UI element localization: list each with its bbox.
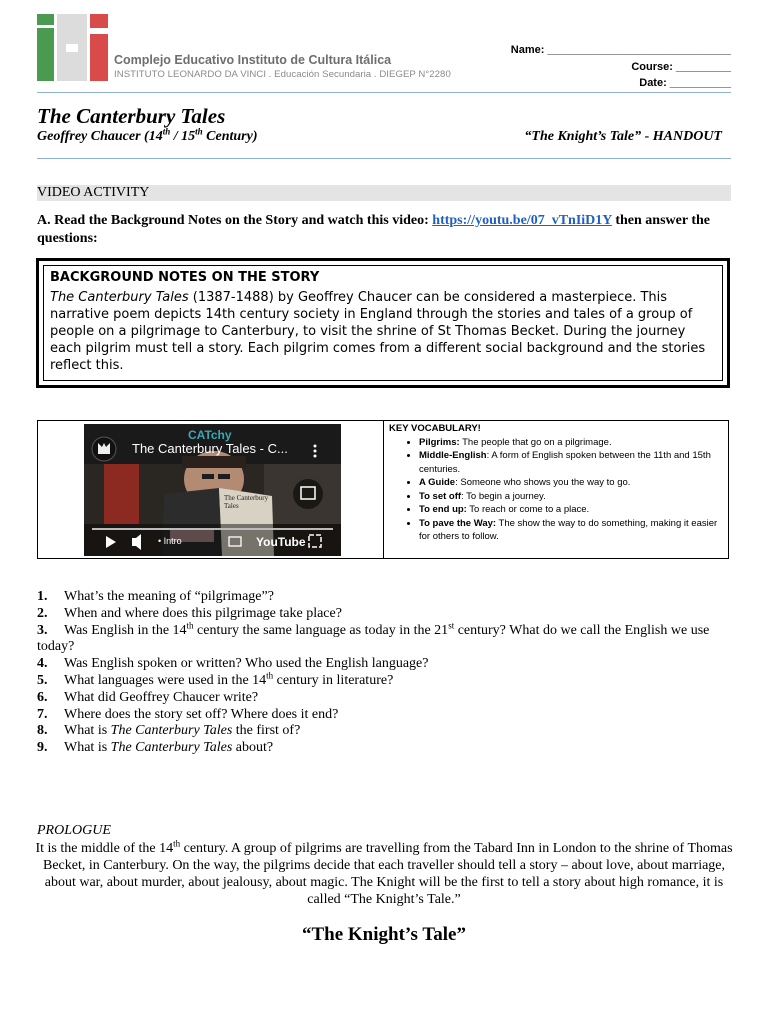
intro-chapter-label: • Intro [158,536,182,546]
title-divider [37,158,731,159]
question-item: 6. What did Geoffrey Chaucer write? [37,689,259,705]
volume-icon[interactable] [128,532,146,552]
course-field[interactable]: Course: _________ [631,61,731,73]
vocabulary-item: • Middle-English: A form of English spoken between the 11th and 15th centuries. [419,449,727,476]
handout-label: “The Knight’s Tale” - HANDOUT [524,129,722,144]
page-title: The Canterbury Tales [37,104,226,128]
video-vocabulary-table [37,420,729,559]
fullscreen-icon[interactable] [306,532,324,552]
youtube-logo[interactable]: YouTube [256,535,306,549]
more-options-icon[interactable] [308,442,322,460]
question-item: 4. Was English spoken or written? Who used the English language? [37,656,429,672]
question-item: 3. Was English in the 14th century the same language as today in the 21st century? What do we call the English we use today? [37,619,710,655]
vocabulary-item: • To end up: To reach or come to a place. [419,503,727,517]
section-label: VIDEO ACTIVITY [37,185,731,201]
school-name: Complejo Educativo Instituto de Cultura Itálica [114,53,392,67]
table-divider [383,421,384,558]
vocabulary-item: • To set off: To begin a journey. [419,490,727,504]
vocabulary-item: • A Guide: Someone who shows you the way to go. [419,476,727,490]
background-notes-heading: BACKGROUND NOTES ON THE STORY [50,270,320,285]
question-list [37,589,733,757]
header-divider [37,92,731,93]
school-subtitle: INSTITUTO LEONARDO DA VINCI . Educación Secundaria . DIEGEP N°2280 [114,69,451,80]
tale-title: “The Knight’s Tale” [301,924,466,945]
question-item: 1. What’s the meaning of “pilgrimage”? [37,589,274,604]
video-title: The Canterbury Tales - C... [132,441,288,456]
vocabulary-item: • To pave the Way: The show the way to do something, making it easier for others to follow. [419,517,727,544]
video-link[interactable]: https://youtu.be/07_vTnIiD1Y [432,213,612,228]
question-item: 7. Where does the story set off? Where does it end? [37,706,339,722]
school-logo [37,14,108,81]
vocabulary-heading: KEY VOCABULARY! [389,423,481,434]
prologue-text: It is the middle of the 14th century. A group of pilgrims are travelling from the Tabard Inn in London to the shrine of Thomas Becket, in Canterbury. On the way, the pilgrims decide that each traveller should tell a story – about love, about marriage, about war, about murder, about jealousy, about magic. The Knight will be the first to tell a story about high romance, it is called “The Knight’s Tale.” [35,838,733,907]
vocabulary-list [389,422,727,544]
background-notes-box [36,258,730,388]
question-item: 8. What is The Canterbury Tales the first of? [37,723,301,739]
vocabulary-item: • Pilgrims: The people that go on a pilgrimage. [419,436,727,450]
question-item: 5. What languages were used in the 14th century in literature? [37,670,394,688]
play-icon[interactable] [102,532,120,552]
book-title: The Canterbury Tales [224,494,269,510]
name-field[interactable]: Name: ______________________________ [510,44,731,56]
prologue-label: PROLOGUE [37,823,111,838]
channel-logo: CATchy [188,428,232,442]
question-item: 2. When and where does this pilgrimage take place? [37,605,342,621]
instruction-text: A. Read the Background Notes on the Story and watch this video: https://youtu.be/07_vTnIiD1Y then answer the questions: [37,213,710,246]
author-line: Geoffrey Chaucer (14th / 15th Century) [37,126,258,144]
share-icon[interactable] [293,479,323,509]
question-item: 9. What is The Canterbury Tales about? [37,740,274,756]
date-field[interactable]: Date: __________ [639,77,731,89]
background-notes-body: The Canterbury Tales (1387-1488) by Geoffrey Chaucer can be considered a masterpiece. This narrative poem depicts 14th century society in England through the stories and tales of a group of people on a pilgrimage to Canterbury, to visit the shrine of St Thomas Becket. During the journey each pilgrim must tell a story. Each pilgrim comes from a different social background and the stories reflect this. [50,290,706,373]
video-thumbnail[interactable] [84,424,341,556]
